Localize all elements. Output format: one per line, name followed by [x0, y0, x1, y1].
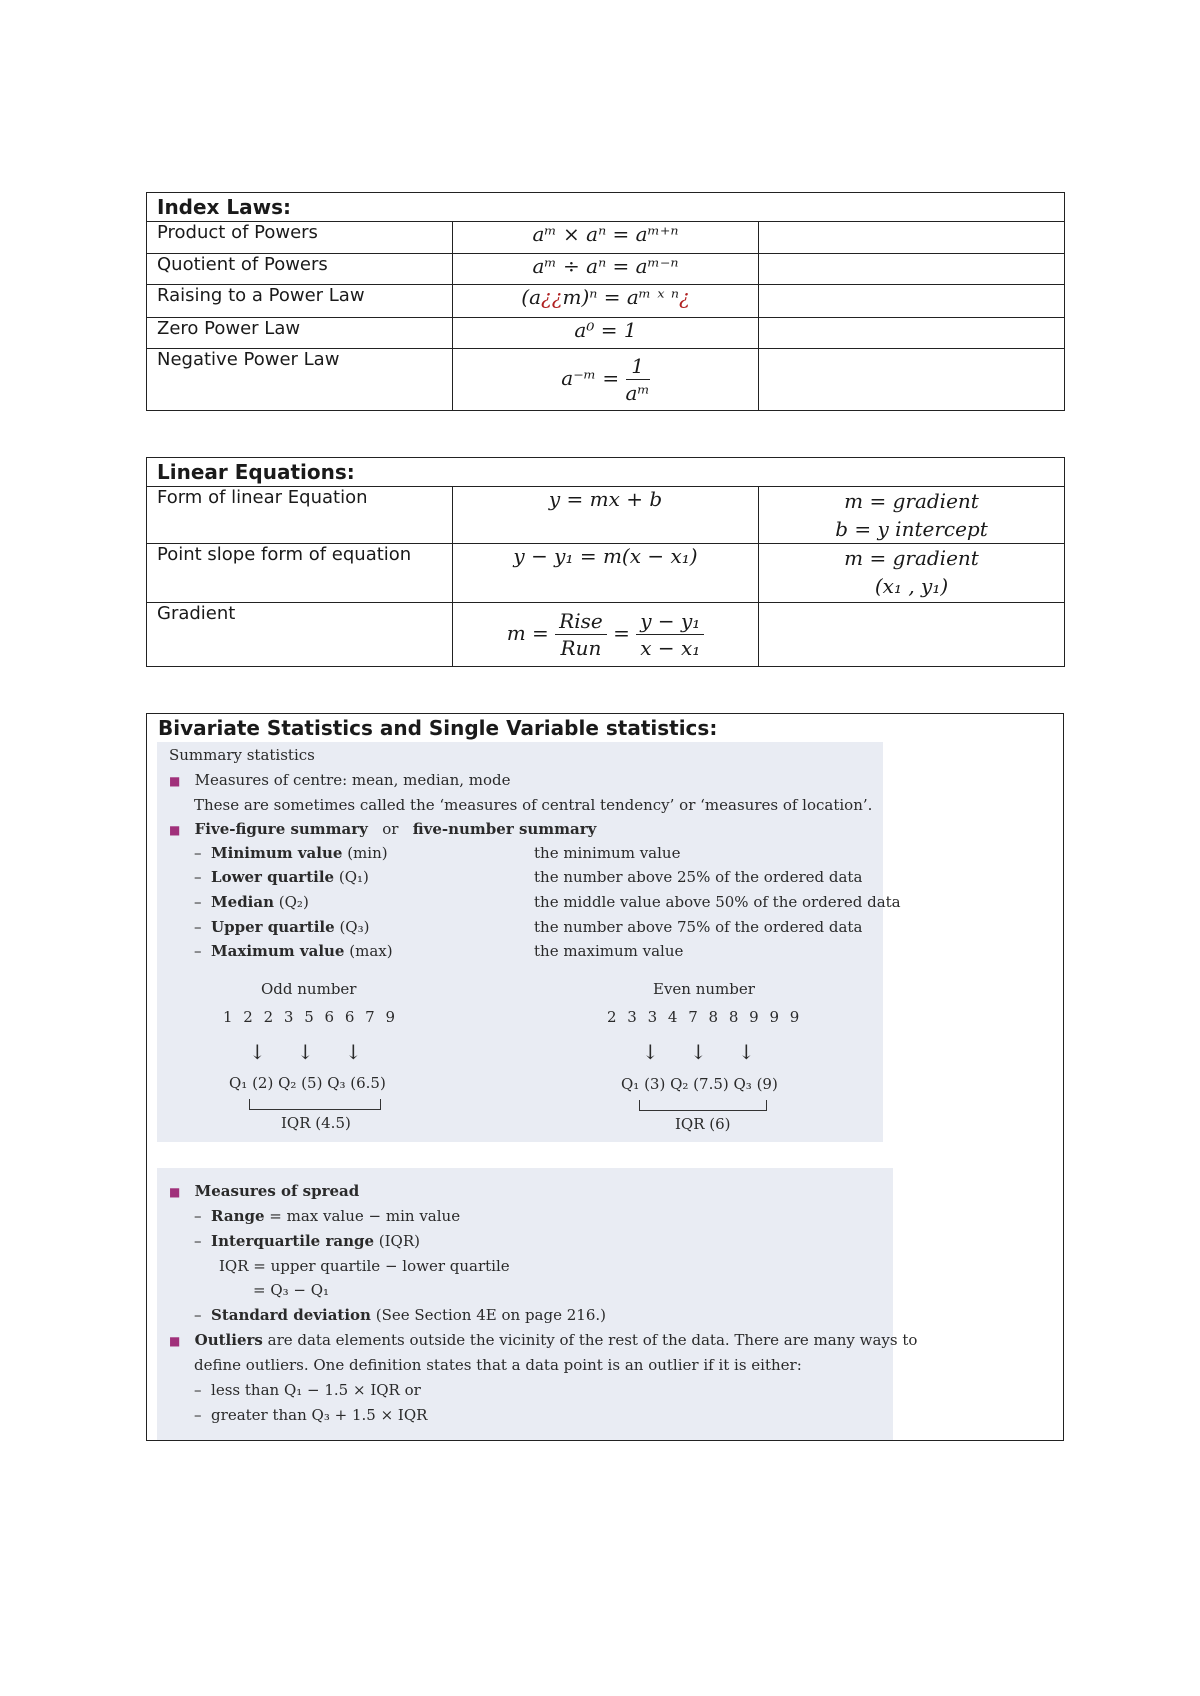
index-laws-table: [146, 192, 1065, 411]
odd-quartiles: Q₁ (2) Q₂ (5) Q₃ (6.5): [229, 1074, 386, 1092]
outliers-line-2: define outliers. One definition states that a data point is an outlier if it is either:: [194, 1356, 802, 1374]
row-formula: aᵐ × aⁿ = aᵐ⁺ⁿ: [453, 222, 759, 254]
outlier-greater: – greater than Q₃ + 1.5 × IQR: [194, 1406, 428, 1424]
item-median: – Median (Q₂): [194, 893, 309, 911]
row-formula: a⁰ = 1: [453, 318, 759, 349]
row-note: [759, 254, 1065, 285]
even-sequence: 2 3 3 4 7 8 8 9 9 9: [607, 1008, 803, 1026]
outliers-bullet: ■ Outliers are data elements outside the vicinity of the rest of the data. There are many ways to: [169, 1331, 918, 1349]
row-name: Negative Power Law: [147, 349, 453, 411]
spread-bullet: ■ Measures of spread: [169, 1182, 360, 1200]
row-note: [759, 603, 1065, 667]
spread-panel: [157, 1168, 918, 1440]
item-minimum: – Minimum value (min): [194, 844, 388, 862]
iqr-definition: IQR = upper quartile − lower quartile: [219, 1257, 510, 1275]
index-laws-header: Index Laws:: [147, 193, 1065, 222]
row-note: [759, 222, 1065, 254]
row-formula: (a¿¿m)ⁿ = aᵐ ˣ ⁿ¿: [453, 285, 759, 318]
row-name: Quotient of Powers: [147, 254, 453, 285]
item-lower-quartile-desc: the number above 25% of the ordered data: [534, 868, 863, 886]
arrow-icon: ↓: [249, 1040, 266, 1064]
row-note: [759, 285, 1065, 318]
even-iqr-bracket: [639, 1100, 767, 1111]
item-maximum-desc: the maximum value: [534, 942, 684, 960]
odd-iqr: IQR (4.5): [281, 1114, 351, 1132]
iqr-item: – Interquartile range (IQR): [194, 1232, 421, 1250]
row-note: [759, 318, 1065, 349]
arrow-icon: ↓: [345, 1040, 362, 1064]
linear-equations-table: [146, 457, 1065, 667]
row-note: [759, 349, 1065, 411]
item-minimum-desc: the minimum value: [534, 844, 681, 862]
item-lower-quartile: – Lower quartile (Q₁): [194, 868, 369, 886]
even-quartiles: Q₁ (3) Q₂ (7.5) Q₃ (9): [621, 1075, 778, 1093]
row-name: Product of Powers: [147, 222, 453, 254]
odd-sequence: 1 2 2 3 5 6 6 7 9: [223, 1008, 399, 1026]
row-formula: m = $\frac{\text{Rise}}{\text{Run}}$ = $\frac{\text{y − y₁}}{\text{x − x₁}}$: [453, 603, 759, 667]
item-upper-quartile: – Upper quartile (Q₃): [194, 918, 370, 936]
item-median-desc: the middle value above 50% of the ordered data: [534, 893, 901, 911]
statistics-header: Bivariate Statistics and Single Variable statistics:: [158, 716, 718, 740]
arrow-icon: ↓: [690, 1040, 707, 1064]
row-formula: y = mx + b: [453, 487, 759, 544]
row-name: Zero Power Law: [147, 318, 453, 349]
row-note: m = gradient b = y intercept: [759, 487, 1065, 544]
row-name: Form of linear Equation: [147, 487, 453, 544]
arrow-icon: ↓: [642, 1040, 659, 1064]
row-formula: aᵐ ÷ aⁿ = aᵐ⁻ⁿ: [453, 254, 759, 285]
item-maximum: – Maximum value (max): [194, 942, 393, 960]
fivefig-bullet: ■ Five-figure summary or five-number summary: [169, 820, 597, 838]
summary-title: Summary statistics: [169, 746, 315, 764]
even-title: Even number: [653, 980, 755, 998]
centre-bullet: ■ Measures of centre: mean, median, mode: [169, 771, 511, 789]
outlier-less: – less than Q₁ − 1.5 × IQR or: [194, 1381, 421, 1399]
row-name: Gradient: [147, 603, 453, 667]
sd-item: – Standard deviation (See Section 4E on page 216.): [194, 1306, 606, 1324]
linear-equations-header: Linear Equations:: [147, 458, 1065, 487]
odd-iqr-bracket: [249, 1099, 381, 1110]
even-iqr: IQR (6): [675, 1115, 731, 1133]
row-name: Point slope form of equation: [147, 544, 453, 603]
range-item: – Range = max value − min value: [194, 1207, 461, 1225]
arrow-icon: ↓: [297, 1040, 314, 1064]
row-formula: y − y₁ = m(x − x₁): [453, 544, 759, 603]
summary-statistics-panel: [157, 742, 901, 1142]
odd-title: Odd number: [261, 980, 357, 998]
item-upper-quartile-desc: the number above 75% of the ordered data: [534, 918, 863, 936]
row-note: m = gradient (x₁ , y₁): [759, 544, 1065, 603]
arrow-icon: ↓: [738, 1040, 755, 1064]
iqr-definition-2: = Q₃ − Q₁: [253, 1281, 330, 1299]
centre-note: These are sometimes called the ‘measures of central tendency’ or ‘measures of location’.: [194, 796, 873, 814]
row-name: Raising to a Power Law: [147, 285, 453, 318]
row-formula: a⁻ᵐ = $\frac{1}{\text{aᵐ}}$: [453, 349, 759, 411]
